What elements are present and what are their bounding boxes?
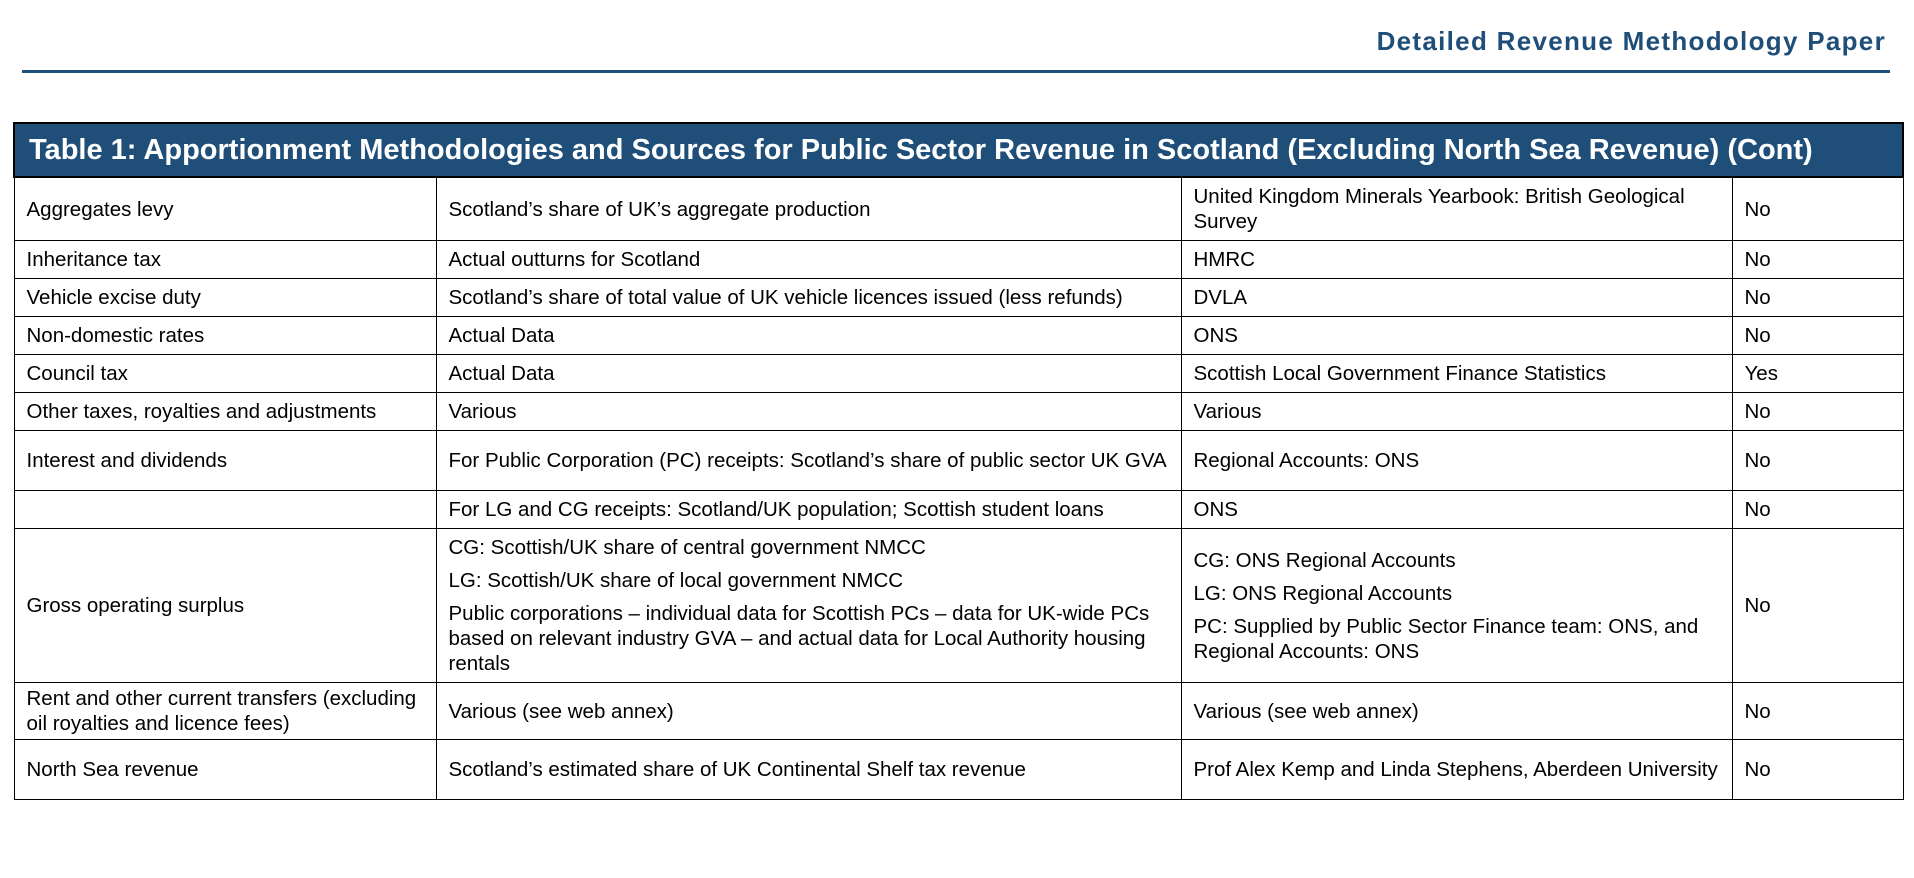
source-line: Regional Accounts: ONS xyxy=(1193,449,1420,472)
table-row xyxy=(14,393,1903,431)
cell-methodology xyxy=(436,529,1181,683)
methodology-line: Actual Data xyxy=(448,362,555,385)
cell-methodology xyxy=(436,177,1181,241)
methodology-line: For LG and CG receipts: Scotland/UK population; Scottish student loans xyxy=(448,498,1104,521)
apportionment-table-container xyxy=(13,122,1902,800)
cell-revenue-item: Rent and other current transfers (excluding oil royalties and licence fees) xyxy=(14,683,436,740)
cell-methodology xyxy=(436,740,1181,800)
source-line: HMRC xyxy=(1193,248,1255,271)
cell-source xyxy=(1181,740,1732,800)
cell-flag: No xyxy=(1732,393,1903,431)
cell-source xyxy=(1181,317,1732,355)
source-line: ONS xyxy=(1193,324,1238,347)
cell-source xyxy=(1181,683,1732,740)
table-body xyxy=(14,177,1903,800)
table-caption: Table 1: Apportionment Methodologies and Sources for Public Sector Revenue in Scotland (Excluding North Sea Revenue) (Cont) xyxy=(14,123,1903,177)
cell-revenue-item: Inheritance tax xyxy=(14,241,436,279)
source-line: Scottish Local Government Finance Statistics xyxy=(1193,362,1606,385)
methodology-line: Scotland’s estimated share of UK Continental Shelf tax revenue xyxy=(448,758,1026,781)
cell-revenue-item: Other taxes, royalties and adjustments xyxy=(14,393,436,431)
methodology-line: Scotland’s share of UK’s aggregate production xyxy=(448,197,871,221)
cell-flag: No xyxy=(1732,529,1903,683)
cell-source xyxy=(1181,431,1732,491)
methodology-line: LG: Scottish/UK share of local government NMCC xyxy=(448,569,904,592)
methodology-line: Scotland’s share of total value of UK vehicle licences issued (less refunds) xyxy=(448,286,1123,309)
cell-flag: No xyxy=(1732,241,1903,279)
cell-revenue-item: Gross operating surplus xyxy=(14,529,436,683)
cell-methodology xyxy=(436,393,1181,431)
cell-revenue-item: Aggregates levy xyxy=(14,177,436,241)
cell-revenue-item: Interest and dividends xyxy=(14,431,436,491)
cell-methodology xyxy=(436,491,1181,529)
table-row xyxy=(14,241,1903,279)
document-header xyxy=(22,22,1890,73)
table-row xyxy=(14,431,1903,491)
cell-methodology xyxy=(436,355,1181,393)
source-line: ONS xyxy=(1193,498,1238,521)
cell-revenue-item: Council tax xyxy=(14,355,436,393)
cell-source xyxy=(1181,355,1732,393)
cell-flag: No xyxy=(1732,431,1903,491)
methodology-line: Various xyxy=(448,400,517,423)
cell-revenue-item: Vehicle excise duty xyxy=(14,279,436,317)
table-row xyxy=(14,317,1903,355)
methodology-line: Public corporations – individual data for Scottish PCs – data for UK-wide PCs based on relevant industry GVA – and actual data for Local Authority housing rentals xyxy=(448,602,1150,675)
cell-source xyxy=(1181,177,1732,241)
cell-flag: No xyxy=(1732,491,1903,529)
source-line: Various (see web annex) xyxy=(1193,699,1419,723)
source-line: LG: ONS Regional Accounts xyxy=(1193,581,1453,605)
cell-flag: No xyxy=(1732,279,1903,317)
cell-revenue-item: North Sea revenue xyxy=(14,740,436,800)
source-line: CG: ONS Regional Accounts xyxy=(1193,548,1456,572)
table-row xyxy=(14,529,1903,683)
table-row xyxy=(14,177,1903,241)
cell-flag: No xyxy=(1732,177,1903,241)
source-line: Various xyxy=(1193,400,1262,423)
document-title: Detailed Revenue Methodology Paper xyxy=(1376,26,1886,56)
cell-flag: No xyxy=(1732,317,1903,355)
source-line: DVLA xyxy=(1193,286,1248,309)
table-row xyxy=(14,740,1903,800)
cell-flag: No xyxy=(1732,740,1903,800)
cell-source xyxy=(1181,241,1732,279)
methodology-line: For Public Corporation (PC) receipts: Scotland’s share of public sector UK GVA xyxy=(448,449,1167,472)
cell-revenue-item: Non-domestic rates xyxy=(14,317,436,355)
table-row xyxy=(14,491,1903,529)
methodology-line: Actual outturns for Scotland xyxy=(448,248,701,271)
cell-source xyxy=(1181,529,1732,683)
cell-methodology xyxy=(436,241,1181,279)
source-line: United Kingdom Minerals Yearbook: British Geological Survey xyxy=(1193,185,1685,233)
methodology-line: Various (see web annex) xyxy=(448,699,674,723)
cell-flag: No xyxy=(1732,683,1903,740)
source-line: PC: Supplied by Public Sector Finance team: ONS, and Regional Accounts: ONS xyxy=(1193,614,1699,663)
table-row xyxy=(14,683,1903,740)
cell-methodology xyxy=(436,431,1181,491)
apportionment-table xyxy=(13,122,1904,800)
methodology-line: CG: Scottish/UK share of central government NMCC xyxy=(448,536,926,559)
table-row xyxy=(14,279,1903,317)
source-line: Prof Alex Kemp and Linda Stephens, Aberdeen University xyxy=(1193,758,1718,781)
cell-source xyxy=(1181,491,1732,529)
table-row xyxy=(14,355,1903,393)
cell-methodology xyxy=(436,279,1181,317)
cell-source xyxy=(1181,279,1732,317)
cell-methodology xyxy=(436,683,1181,740)
cell-methodology xyxy=(436,317,1181,355)
cell-revenue-item xyxy=(14,491,436,529)
methodology-line: Actual Data xyxy=(448,324,555,347)
cell-source xyxy=(1181,393,1732,431)
cell-flag: Yes xyxy=(1732,355,1903,393)
